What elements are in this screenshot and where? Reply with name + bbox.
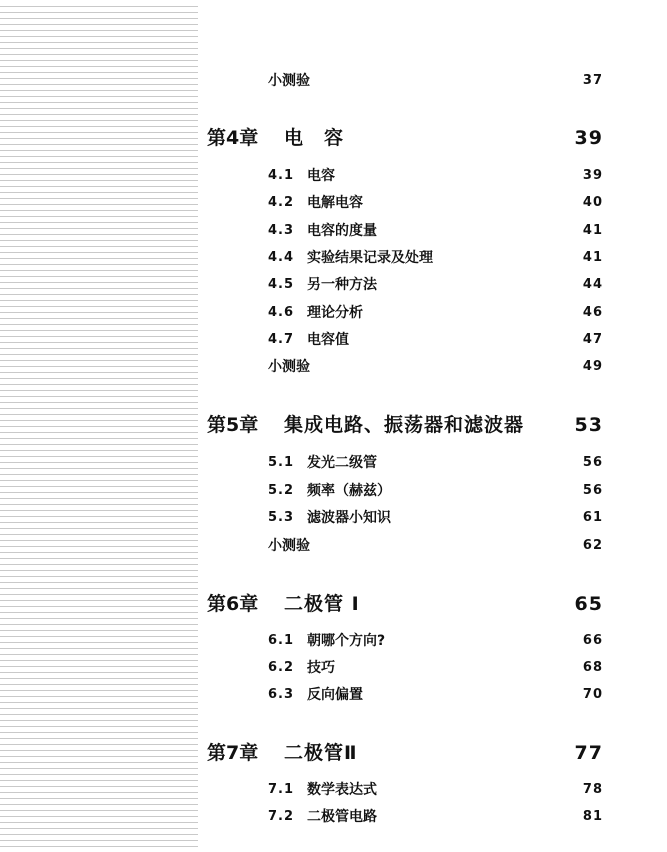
entry-page: 46 [582,305,603,320]
entry-title: 小测验 [268,73,310,89]
entry-page: 62 [582,538,603,553]
chapter-page: 77 [574,742,603,764]
toc-entry-7-2[interactable] [0,806,667,828]
entry-page: 61 [582,510,603,525]
entry-page: 41 [582,223,603,238]
entry-title: 技巧 [307,660,335,676]
chapter-page: 65 [574,593,603,615]
entry-title: 理论分析 [307,305,363,321]
entry-title: 反向偏置 [307,687,363,703]
toc-chapter-4[interactable] [0,122,667,154]
toc-entry-6-3[interactable] [0,684,667,706]
entry-title: 发光二级管 [307,455,377,471]
toc-entry-5-3[interactable] [0,507,667,529]
entry-title: 另一种方法 [307,277,377,293]
entry-page: 68 [582,660,603,675]
entry-page: 47 [582,332,603,347]
entry-page: 66 [582,633,603,648]
entry-number: 4.6 [268,305,295,320]
entry-number: 7.2 [268,809,295,824]
entry-number: 4.3 [268,223,295,238]
entry-number: 4.1 [268,168,295,183]
entry-number: 4.5 [268,277,295,292]
entry-number: 4.7 [268,332,295,347]
chapter-label: 第4章 [207,127,259,149]
entry-page: 40 [582,195,603,210]
entry-page: 78 [582,782,603,797]
toc-chapter-5[interactable] [0,409,667,441]
entry-title: 实验结果记录及处理 [307,250,433,266]
toc-entry-quiz[interactable] [0,356,667,378]
chapter-title: 电 容 [284,127,345,149]
entry-title: 电容 [307,168,335,184]
toc-entry-4-1[interactable] [0,165,667,187]
entry-number: 5.2 [268,483,295,498]
entry-title: 电容的度量 [307,223,377,239]
toc-entry-7-1[interactable] [0,779,667,801]
chapter-label: 第5章 [207,414,259,436]
toc-entry-6-1[interactable] [0,630,667,652]
chapter-title: 二极管 I [284,593,360,615]
chapter-label: 第6章 [207,593,259,615]
toc-entry-4-4[interactable] [0,247,667,269]
entry-number: 6.2 [268,660,295,675]
entry-title: 小测验 [268,538,310,554]
toc-entry-quiz[interactable] [0,535,667,557]
entry-page: 41 [582,250,603,265]
entry-page: 81 [582,809,603,824]
chapter-page: 53 [574,414,603,436]
entry-number: 5.3 [268,510,295,525]
toc-entry-4-5[interactable] [0,274,667,296]
toc-chapter-6[interactable] [0,588,667,620]
entry-page: 37 [582,73,603,88]
toc-entry-5-1[interactable] [0,452,667,474]
chapter-label: 第7章 [207,742,259,764]
entry-page: 49 [582,359,603,374]
entry-title: 电容值 [307,332,349,348]
toc-entry-quiz[interactable] [0,70,667,92]
toc-entry-4-6[interactable] [0,302,667,324]
entry-number: 6.1 [268,633,295,648]
chapter-title: 二极管Ⅱ [284,742,358,764]
entry-page: 44 [582,277,603,292]
toc-entry-4-7[interactable] [0,329,667,351]
entry-page: 70 [582,687,603,702]
chapter-page: 39 [574,127,603,149]
entry-title: 电解电容 [307,195,363,211]
entry-number: 7.1 [268,782,295,797]
entry-page: 39 [582,168,603,183]
entry-number: 4.4 [268,250,295,265]
entry-number: 5.1 [268,455,295,470]
entry-title: 小测验 [268,359,310,375]
toc-entry-4-3[interactable] [0,220,667,242]
entry-title: 滤波器小知识 [307,510,391,526]
toc-entry-4-2[interactable] [0,192,667,214]
entry-number: 4.2 [268,195,295,210]
entry-title: 朝哪个方向? [307,633,386,649]
toc-entry-6-2[interactable] [0,657,667,679]
toc-entry-5-2[interactable] [0,480,667,502]
entry-title: 数学表达式 [307,782,377,798]
entry-title: 二极管电路 [307,809,377,825]
toc-chapter-7[interactable] [0,737,667,769]
entry-number: 6.3 [268,687,295,702]
entry-page: 56 [582,455,603,470]
entry-page: 56 [582,483,603,498]
entry-title: 频率（赫兹） [307,483,391,499]
chapter-title: 集成电路、振荡器和滤波器 [284,414,525,436]
